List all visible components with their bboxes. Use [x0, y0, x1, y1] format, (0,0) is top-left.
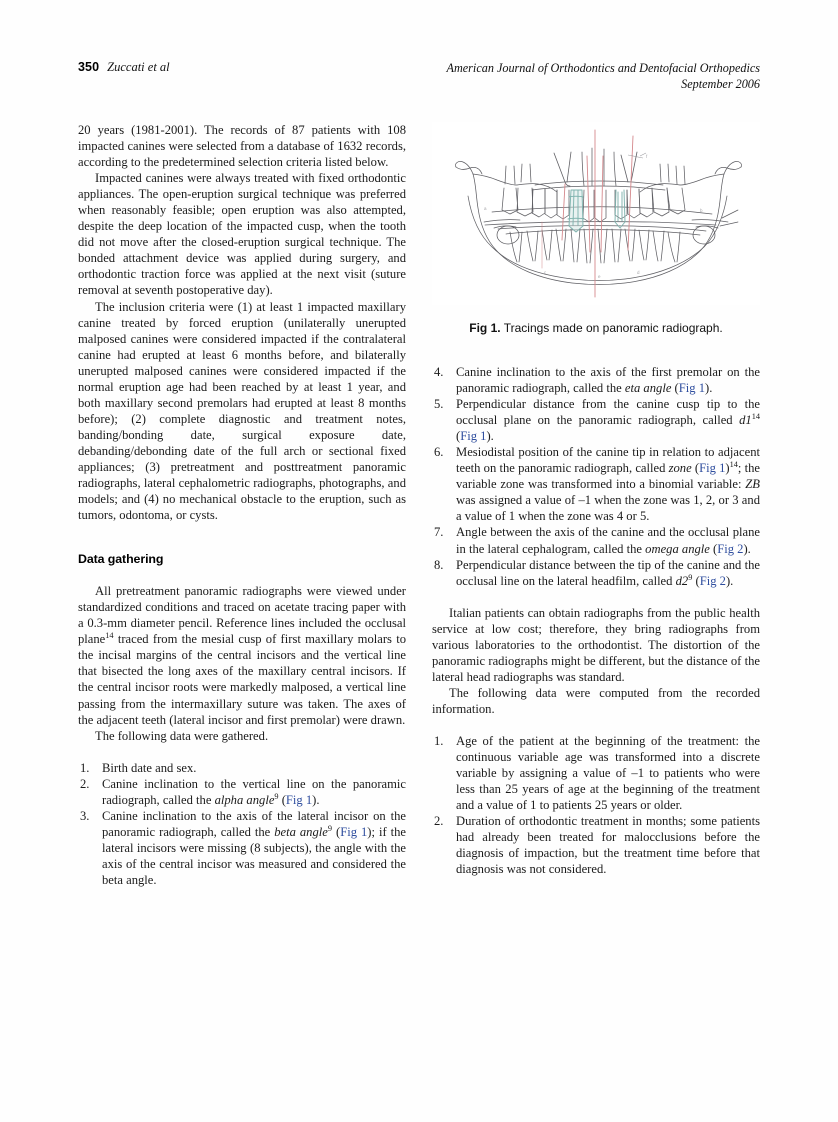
- running-head-right: [447, 60, 760, 92]
- right-column: [432, 122, 760, 877]
- list-item: [432, 557, 760, 589]
- reference-marker: 14: [729, 460, 738, 470]
- paragraph-impacted-canines: Impacted canines were always treated with fixed orthodontic appliances. The open-eruption surgical technique was preferred when reasonably feasible; open eruption was also attempted, despite the deep location of the impacted cusp, when the tooth did not move after the closed-eruption surgical technique. The bonded attachment device was applied during surgery, and orthodontic traction force was applied at the next visit (suture removal at seventh postoperative day).: [78, 171, 406, 298]
- emphasized-term: d1: [739, 413, 752, 428]
- reference-marker: 9: [688, 572, 693, 582]
- text-run: (: [691, 461, 700, 476]
- text-run: ); if the lateral incisors were missing (8 subjects), the angle with the axis of the central incisor was measured and considered the beta angle.: [102, 824, 407, 887]
- list-item-number: 3.: [80, 808, 90, 823]
- text-run: Canine inclination to the vertical line on the panoramic radiograph, called the: [102, 776, 406, 807]
- list-item: [78, 760, 406, 776]
- text-run: Mesiodistal position of the canine tip in relation to adjacent teeth on the panoramic radiograph, called: [456, 445, 760, 476]
- list-item: [78, 776, 406, 808]
- svg-text:e: e: [598, 274, 601, 279]
- text-run: ).: [312, 792, 320, 807]
- reference-marker: 14: [105, 631, 114, 641]
- list-item-text: [456, 364, 760, 396]
- text-run: (: [332, 824, 341, 839]
- paragraph-tracing-method: [78, 583, 406, 727]
- text-run: Canine inclination to the axis of the first premolar on the panoramic radiograph, called the: [456, 365, 760, 396]
- paragraph-italian-patients: Italian patients can obtain radiographs from the public health service at low cost; therefore, they bring radiographs from various laboratories to the orthodontist. The distortion of the panoramic radiographs might be different, but the distance of the lateral head radiographs was standard.: [432, 605, 760, 684]
- emphasized-term: omega angle: [645, 541, 710, 556]
- figure-caption: [432, 321, 760, 336]
- journal-title: American Journal of Orthodontics and Dentofacial Orthopedics: [446, 61, 760, 75]
- text-run: (: [692, 573, 700, 588]
- list-item-number: 5.: [434, 397, 444, 412]
- figure-1: [432, 122, 760, 336]
- list-item-text: [456, 396, 760, 444]
- paragraph-following-data: The following data were gathered.: [95, 728, 269, 743]
- text-run: ).: [486, 429, 494, 444]
- text-run: ).: [743, 541, 751, 556]
- text-run: Birth date and sex.: [102, 760, 197, 775]
- spacer: [78, 523, 406, 551]
- text-run: ).: [725, 573, 734, 588]
- text-run: Perpendicular distance between the tip of the canine and the occlusal line on the lateral headfilm, called: [456, 557, 760, 588]
- emphasized-term: beta angle: [274, 824, 328, 839]
- running-head: [78, 60, 760, 100]
- text-run: Canine inclination to the axis of the lateral incisor on the panoramic radiograph, called the: [102, 808, 406, 839]
- figure-cross-reference[interactable]: Fig 1: [340, 824, 368, 839]
- text-run: ; the variable zone was transformed into a binomial variable:: [456, 461, 760, 492]
- running-head-authors: Zuccati et al: [107, 60, 170, 74]
- list-item-text: [102, 808, 406, 888]
- figure-cross-reference[interactable]: Fig 1: [699, 461, 726, 476]
- measurement-list: [432, 364, 760, 589]
- list-item-text: [456, 557, 760, 589]
- figure-label: Fig 1.: [469, 321, 501, 335]
- running-head-left: [78, 60, 170, 75]
- list-item-number: 4.: [434, 365, 444, 379]
- text-run: Age of the patient at the beginning of the treatment: the continuous variable age was transformed into a discrete variable by assigning a value of –1 to patients who were less than 25 years of age at the beginning of the treatment and a value of 1 to patients 25 years or older.: [456, 733, 760, 813]
- heading-data-gathering: Data gathering: [78, 552, 164, 567]
- spacer: [78, 744, 406, 760]
- reference-marker: 14: [751, 411, 760, 421]
- list-item-number: 1.: [434, 733, 444, 748]
- reference-marker: 9: [327, 823, 333, 833]
- list-item-number: 1.: [80, 760, 90, 775]
- list-item-text: [102, 760, 406, 776]
- gathered-data-list: [78, 760, 406, 888]
- list-item-number: 2.: [434, 814, 444, 829]
- list-item: [432, 396, 760, 444]
- paragraph-computed-data: The following data were computed from the recorded information.: [432, 685, 760, 716]
- text-run: (: [671, 381, 679, 396]
- left-column: [78, 122, 406, 888]
- figure-cross-reference[interactable]: Fig 2: [699, 573, 726, 588]
- list-item-number: 8.: [434, 557, 444, 572]
- text-run: ): [725, 461, 730, 476]
- emphasized-term: ZB: [745, 477, 760, 492]
- text-run: ).: [705, 381, 713, 396]
- text-run: (: [456, 429, 461, 444]
- spacer: [432, 336, 760, 364]
- panoramic-tracing-drawing: [432, 122, 760, 305]
- list-item: [78, 808, 406, 888]
- list-item: [432, 524, 760, 556]
- paragraph-inclusion-criteria: The inclusion criteria were (1) at least 1 impacted maxillary canine treated by forced eruption (unilaterally unerupted malposed canines were considered impacted if the contralateral canine had erupted at least 6 months before, and bilaterally unerupted malposed canines were considered impacted if the normal eruption age had been reached by at least 1 year, and both maxillary second premolars had erupted at least 8 months before); (2) complete diagnostic and treatment notes, banding/bonding date, surgical exposure date, debanding/debonding date of the full arch or sectional fixed appliances; (3) pretreatment and posttreatment panoramic radiographs, lateral cephalometric radiographs, photographs, and models; and (4) no mechanical obstacle to the eruption, such as tumors, odontoma, or cysts.: [78, 299, 406, 523]
- issue-date: September 2006: [681, 77, 760, 91]
- list-item: [432, 813, 760, 877]
- text-run: Perpendicular distance from the canine cusp tip to the occlusal plane on the panoramic radiograph, called: [456, 397, 760, 428]
- list-item-text: [456, 733, 760, 813]
- svg-text:d: d: [637, 270, 640, 275]
- list-item-number: 2.: [80, 776, 90, 791]
- svg-text:b: b: [700, 208, 703, 213]
- svg-text:a: a: [484, 206, 487, 211]
- list-item: [432, 364, 760, 396]
- svg-text:f: f: [646, 154, 648, 159]
- emphasized-term: d2: [675, 573, 689, 588]
- body-columns: [78, 122, 760, 1072]
- figure-cross-reference[interactable]: Fig 1: [460, 429, 487, 444]
- spacer: [432, 717, 760, 733]
- text-run: (: [278, 792, 286, 807]
- emphasized-term: zone: [668, 461, 692, 476]
- list-item-number: 6.: [434, 445, 444, 460]
- computed-data-list: [432, 733, 760, 877]
- list-item-text: [456, 813, 760, 877]
- spacer: [78, 567, 406, 583]
- tracing-text-b: traced from the mesial cusp of first maxillary molars to the incisal margins of the central incisors and the vertical line that bisected the long axes of the maxillary central incisors. If the central incisor roots were markedly malposed, a vertical line passing from the intermaxillary suture was taken. The axes of the adjacent teeth (lateral incisor and first premolar) were drawn.: [78, 632, 406, 727]
- list-item: [432, 733, 760, 813]
- page-number: 350: [78, 60, 100, 74]
- text-run: Angle between the axis of the canine and the occlusal plane in the lateral cephalogram, called the: [456, 525, 760, 556]
- figure-cross-reference[interactable]: Fig 1: [678, 381, 705, 396]
- text-run: (: [709, 541, 718, 556]
- svg-text:c: c: [544, 270, 547, 275]
- emphasized-term: alpha angle: [214, 792, 275, 807]
- list-item: [432, 444, 760, 524]
- reference-marker: 9: [274, 791, 279, 801]
- figure-cross-reference[interactable]: Fig 1: [285, 792, 313, 807]
- list-item-text: [456, 524, 760, 556]
- figure-cross-reference[interactable]: Fig 2: [717, 541, 744, 556]
- emphasized-term: eta angle: [624, 381, 672, 396]
- text-run: was assigned a value of –1 when the zone was 1, 2, or 3 and a value of 1 when the zone was 4 or 5.: [456, 493, 760, 524]
- tracing-text-a: All pretreatment panoramic radiographs were viewed under standardized conditions and traced on acetate tracing paper with a 0.3-mm diameter pencil. Reference lines included the occlusal plane: [78, 584, 406, 647]
- paragraph-continued: 20 years (1981-2001). The records of 87 patients with 108 impacted canines were selected from a database of 1632 records, according to the predetermined selection criteria listed below.: [78, 123, 406, 170]
- list-item-text: [456, 444, 760, 524]
- list-item-text: [102, 776, 406, 808]
- text-run: Duration of orthodontic treatment in months; some patients had already been treated for malocclusions before the diagnosis of impaction, but the treatment time before that diagnosis was not considered.: [456, 814, 760, 877]
- list-item-number: 7.: [434, 525, 444, 540]
- spacer: [432, 589, 760, 605]
- figure-caption-text: Tracings made on panoramic radiograph.: [503, 321, 723, 335]
